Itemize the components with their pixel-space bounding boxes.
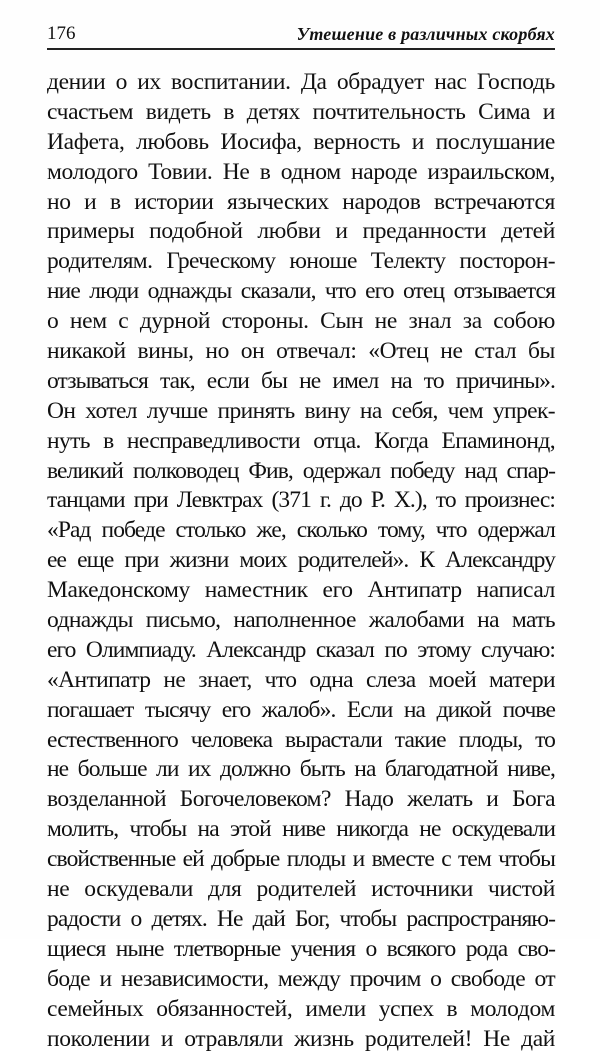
text-line: радости о детях. Не дай Бог, чтобы распространяю- bbox=[47, 905, 555, 935]
text-line: о нем с дурной стороны. Сын не знал за собою bbox=[47, 307, 555, 337]
text-line: однажды письмо, наполненное жалобами на мать bbox=[47, 606, 555, 636]
text-line: свойственные ей добрые плоды и вместе с тем чтобы bbox=[47, 845, 555, 875]
header-rule bbox=[47, 48, 555, 50]
text-line: Иафета, любовь Иосифа, верность и послушание bbox=[47, 128, 555, 158]
text-line: нуть в несправедливости отца. Когда Епаминонд, bbox=[47, 427, 555, 457]
text-line: родителям. Греческому юноше Телекту посторон- bbox=[47, 247, 555, 277]
text-line: Македонскому наместник его Антипатр написал bbox=[47, 576, 555, 606]
text-line: «Рад победе столько же, сколько тому, что одержал bbox=[47, 516, 555, 546]
text-line: великий полководец Фив, одержал победу над спар- bbox=[47, 457, 555, 487]
text-line: молодого Товии. Не в одном народе израильском, bbox=[47, 158, 555, 188]
text-line: танцами при Левктрах (371 г. до Р. Х.), то произнес: bbox=[47, 486, 555, 516]
page-header bbox=[47, 22, 555, 46]
text-line: семейных обязанностей, имели успех в молодом bbox=[47, 995, 555, 1025]
text-line: дении о их воспитании. Да обрадует нас Господь bbox=[47, 68, 555, 98]
body-text bbox=[47, 68, 555, 1054]
text-line: естественного человека вырастали такие плоды, то bbox=[47, 726, 555, 756]
text-line: примеры подобной любви и преданности детей bbox=[47, 217, 555, 247]
running-title: Утешение в различных скорбях bbox=[297, 22, 555, 46]
text-line: не больше ли их должно быть на благодатной ниве, bbox=[47, 755, 555, 785]
text-line: боде и независимости, между прочим о свободе от bbox=[47, 965, 555, 995]
text-line: поколении и отравляли жизнь родителей! Не дай bbox=[47, 1025, 555, 1054]
text-line: погашает тысячу его жалоб». Если на дикой почве bbox=[47, 696, 555, 726]
text-line: но и в истории языческих народов встречаются bbox=[47, 188, 555, 218]
text-line: «Антипатр не знает, что одна слеза моей матери bbox=[47, 666, 555, 696]
text-line: счастьем видеть в детях почтительность Сима и bbox=[47, 98, 555, 128]
page-number: 176 bbox=[47, 22, 76, 46]
text-line: ее еще при жизни моих родителей». К Александру bbox=[47, 546, 555, 576]
text-line: ние люди однажды сказали, что его отец отзывается bbox=[47, 277, 555, 307]
text-line: не оскудевали для родителей источники чистой bbox=[47, 875, 555, 905]
text-line: никакой вины, но он отвечал: «Отец не стал бы bbox=[47, 337, 555, 367]
text-line: молить, чтобы на этой ниве никогда не оскудевали bbox=[47, 815, 555, 845]
text-line: возделанной Богочеловеком? Надо желать и Бога bbox=[47, 785, 555, 815]
text-line: щиеся ныне тлетворные учения о всякого рода сво- bbox=[47, 935, 555, 965]
text-line: отзываться так, если бы не имел на то причины». bbox=[47, 367, 555, 397]
text-line: его Олимпиаду. Александр сказал по этому случаю: bbox=[47, 636, 555, 666]
text-line: Он хотел лучше принять вину на себя, чем упрек- bbox=[47, 397, 555, 427]
